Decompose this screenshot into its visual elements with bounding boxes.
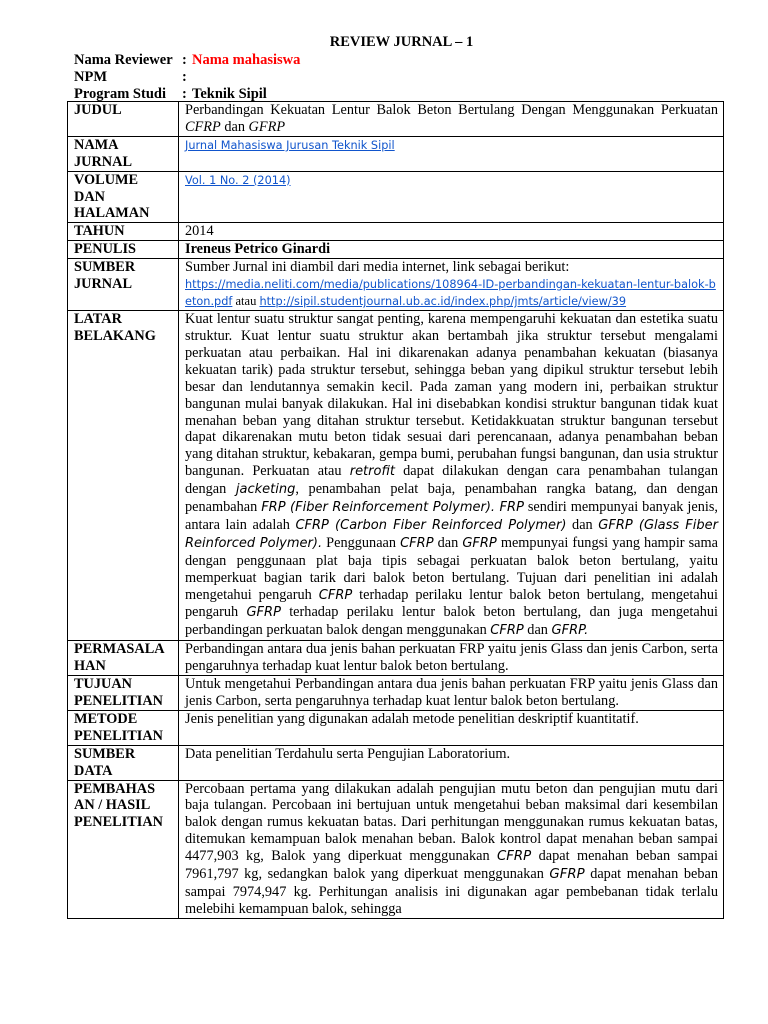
sumber-jurnal-link-1[interactable]: https://media.neliti.com/media/publications/108964-ID-perbandingan-kekuatan-lentur-balok-beton.pdf <box>185 278 716 309</box>
sumber-jurnal-label-1: SUMBER <box>74 259 136 276</box>
row-tujuan <box>68 676 724 711</box>
prodi-separator: : <box>182 86 187 102</box>
document-title: REVIEW JURNAL – 1 <box>329 34 474 50</box>
pb-p3: dapat menahan beban sampai 7974,947 kg. Perhitungan analisis ini digunakan agar pembebanan tidak terlalu melebihi kemampuan balok, sehingga <box>185 866 718 917</box>
row-pembahasan <box>68 780 724 918</box>
penulis-label: PENULIS <box>68 241 179 259</box>
row-nama-jurnal <box>68 136 724 171</box>
lb-cfrp-full: CFRP (Carbon Fiber Reinforced Polymer) <box>295 517 567 533</box>
lb-gfrp-c: GFRP. <box>551 623 589 639</box>
reviewer-value: Nama mahasiswa <box>192 52 301 68</box>
npm-label: NPM <box>74 69 108 85</box>
volume-label-1: VOLUME <box>74 171 139 188</box>
lb-jacketing: jacketing <box>235 482 296 498</box>
row-sumber-data <box>68 745 724 780</box>
pembahasan-label-3: PENELITIAN <box>74 814 163 831</box>
lb-p5: dan <box>566 516 599 533</box>
metode-label-2: PENELITIAN <box>74 727 163 744</box>
sumber-jurnal-link-2[interactable]: http://sipil.studentjournal.ub.ac.id/index.php/jmts/article/view/39 <box>259 295 627 309</box>
lb-cfrp-b: CFRP <box>318 587 353 603</box>
pembahasan-label-2: AN / HASIL <box>74 797 151 814</box>
pembahasan-label <box>68 780 179 918</box>
pb-cfrp: CFRP <box>497 849 532 865</box>
pembahasan-label-1: PEMBAHAS <box>74 780 156 797</box>
npm-separator: : <box>182 69 187 85</box>
row-metode <box>68 710 724 745</box>
latar-belakang-label-1: LATAR <box>74 311 122 328</box>
volume-link[interactable]: Vol. 1 No. 2 (2014) <box>185 173 291 187</box>
volume-label-2: DAN <box>74 188 105 205</box>
sumber-data-value: Data penelitian Terdahulu serta Pengujian Laboratorium. <box>179 745 724 780</box>
tujuan-label-2: PENELITIAN <box>74 693 163 709</box>
latar-belakang-label <box>68 311 179 641</box>
permasalahan-label <box>68 641 179 676</box>
prodi-value: Teknik Sipil <box>192 86 267 102</box>
tahun-label: TAHUN <box>68 223 179 241</box>
volume-label <box>68 171 179 223</box>
pb-gfrp: GFRP <box>549 867 585 883</box>
sumber-data-label <box>68 745 179 780</box>
lb-cfrp-c: CFRP <box>490 623 524 639</box>
permasalahan-label-2: HAN <box>74 658 106 675</box>
pembahasan-text <box>179 780 724 918</box>
tujuan-label-1: TUJUAN <box>74 676 132 693</box>
sumber-jurnal-label-2: JURNAL <box>74 276 132 293</box>
pb-p2: dapat menahan beban sampai 7961,797 kg, sedangkan balok yang diperkuat menggunakan <box>185 848 718 883</box>
lb-retrofit: retrofit <box>349 464 395 480</box>
lb-frp: FRP (Fiber Reinforcement Polymer). FRP <box>261 500 524 516</box>
pb-p1: Percobaan pertama yang dilakukan adalah pengujian mutu beton dan pengujian mutu dari baja tulangan. Percobaan ini bertujuan untuk mengetahui beban maksimal dari kesembilan balok dengan rumus kekuatan batas. Dari perhitungan menggunakan rumus kekuatan batas, ditemukan kemampuan balok menahan beban. Balok kontrol dapat menahan beban sampai 4477,903 kg, Balok yang diperkuat menggunakan <box>185 780 718 865</box>
lb-cfrp: CFRP <box>400 535 434 551</box>
nama-jurnal-label-1: NAMA <box>74 136 119 153</box>
lb-p7: dan <box>433 534 463 551</box>
lb-p11: dan <box>523 622 552 639</box>
lb-p2: dapat dilakukan dengan cara penambahan tulangan dengan <box>185 463 719 498</box>
row-penulis <box>68 241 724 259</box>
meta-npm-row <box>74 69 300 86</box>
lb-p8: mempunyai fungsi yang hampir sama dengan penggunaan plat baja tipis sebagai perkuatan balok beton bertulang, yaitu memperkuat bagian tarik dari balok beton bertulang. Tujuan dari penelitian ini adalah mengetahui pengaruh <box>185 534 718 603</box>
row-latar-belakang <box>68 311 724 641</box>
penulis-value: Ireneus Petrico Ginardi <box>179 241 724 259</box>
permasalahan-value: Perbandingan antara dua jenis bahan perkuatan FRP yaitu jenis Glass dan jenis Carbon, serta pengaruhnya terhadap kuat lentur balok beton bertulang. <box>179 641 724 676</box>
sumber-jurnal-cell <box>179 259 724 311</box>
lb-gfrp-b: GFRP <box>246 605 281 621</box>
sumber-jurnal-intro: Sumber Jurnal ini diambil dari media internet, link sebagai berikut: <box>185 259 570 276</box>
row-volume <box>68 171 724 223</box>
judul-label: JUDUL <box>68 102 179 137</box>
lb-p9: terhadap perilaku lentur balok beton bertulang, mengetahui pengaruh <box>185 586 718 621</box>
meta-reviewer-row <box>74 52 300 69</box>
review-table <box>67 101 724 919</box>
judul-text: Perbandingan Kekuatan Lentur Balok Beton Bertulang Dengan Menggunakan Perkuatan <box>185 102 718 118</box>
lb-p10: terhadap perilaku lentur balok beton bertulang, dan juga mengetahui perbandingan perkuatan balok dengan menggunakan <box>185 604 718 639</box>
nama-jurnal-label-2: JURNAL <box>74 153 132 170</box>
row-tahun <box>68 223 724 241</box>
judul-value <box>179 102 724 137</box>
lb-p1: Kuat lentur suatu struktur sangat penting, karena mempengaruhi kekuatan dan estetika suatu struktur. Kuat lentur suatu struktur akan bertambah jika struktur tersebut mengalami perkuatan atau perbaikan. Hal ini dikarenakan adanya penambahan kekuatan (biasanya kekuatan tarik) pada struktur tersebut, sehingga beban yang dipikul struktur tersebut lebih besar dan lendutannya semakin kecil. Pada zaman yang modern ini, perbaikan struktur bangunan mulai banyak dilakukan. Hal ini disebabkan kondisi struktur bangunan tidak kuat menahan beban yang ditahan struktur tersebut. Ketidakkuatan struktur bangunan tersebut dapat dikarenakan mutu beton tidak sesuai dari perencanaan, adanya penambahan beban yang ditahan struktur, kebakaran, gempa bumi, perubahan fungsi bangunan, dan usia struktur bangunan. Perkuatan atau <box>185 311 718 480</box>
row-sumber-jurnal <box>68 259 724 311</box>
reviewer-label: Nama Reviewer <box>74 52 173 68</box>
tujuan-value: Untuk mengetahui Perbandingan antara dua jenis bahan perkuatan FRP yaitu jenis Glass dan jenis Carbon, serta pengaruhnya terhadap kuat lentur balok beton bertulang. <box>179 676 724 711</box>
lb-gfrp: GFRP <box>462 535 497 551</box>
nama-jurnal-link[interactable]: Jurnal Mahasiswa Jurusan Teknik Sipil <box>185 138 395 152</box>
reviewer-separator: : <box>182 52 187 68</box>
metode-label <box>68 710 179 745</box>
lb-p6: Penggunaan <box>322 534 401 551</box>
permasalahan-label-1: PERMASALA <box>74 641 165 658</box>
judul-gfrp: GFRP <box>248 118 286 135</box>
reviewer-meta <box>74 52 300 103</box>
tahun-value: 2014 <box>179 223 724 241</box>
judul-cfrp: CFRP <box>185 118 221 135</box>
prodi-label: Program Studi <box>74 86 166 102</box>
lb-gfrp-full: GFRP (Glass Fiber Reinforced Polymer). <box>185 517 718 551</box>
judul-dan: dan <box>220 118 249 135</box>
volume-label-3: HALAMAN <box>74 205 150 222</box>
lb-p4: sendiri mempunyai banyak jenis, antara lain adalah <box>185 499 718 533</box>
latar-belakang-label-2: BELAKANG <box>74 327 156 344</box>
metode-value: Jenis penelitian yang digunakan adalah metode penelitian deskriptif kuantitatif. <box>179 710 724 745</box>
sumber-data-label-1: SUMBER <box>74 745 136 762</box>
row-permasalahan <box>68 641 724 676</box>
sumber-jurnal-atau: atau <box>232 294 260 309</box>
sumber-jurnal-label <box>68 259 179 311</box>
metode-label-1: METODE <box>74 710 138 727</box>
tujuan-label <box>68 676 179 711</box>
sumber-data-label-2: DATA <box>74 762 113 779</box>
volume-cell <box>179 171 724 223</box>
row-judul <box>68 102 724 137</box>
nama-jurnal-label <box>68 136 179 171</box>
nama-jurnal-cell <box>179 136 724 171</box>
lb-p3: , penambahan pelat baja, penambahan rangka batang, dan dengan penambahan <box>185 481 719 516</box>
latar-belakang-text <box>179 311 724 641</box>
